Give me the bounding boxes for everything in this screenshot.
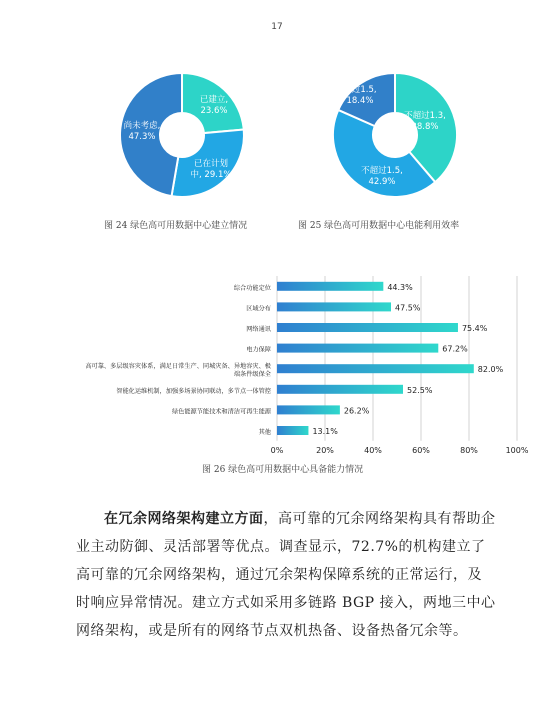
- pie-svg-fig25: [320, 70, 470, 200]
- bar-value-label: 13.1%: [312, 427, 338, 436]
- bar: [277, 426, 308, 435]
- bar-svg-fig26: [0, 270, 554, 470]
- pie-svg-fig24: [107, 70, 257, 200]
- category-label: 网络通讯: [246, 326, 271, 333]
- x-tick-label: 40%: [364, 445, 382, 455]
- bar: [277, 302, 391, 311]
- x-tick-label: 0%: [270, 445, 284, 455]
- body-paragraph: [76, 505, 496, 645]
- bar: [277, 344, 438, 353]
- body-text: ，高可靠的冗余网络架构具有帮助企业主动防御、灵活部署等优点。调查显示，72.7%的机构建立了高可靠的冗余网络架构，通过冗余架构保障系统的正常运行，及时响应异常情况。建立方式如采用多链路 BGP 接入，两地三中心网络架构，或是所有的网络节点双机热备、设备热备冗余等。: [76, 511, 496, 639]
- caption-fig25: 图 25 绿色高可用数据中心电能利用效率: [298, 221, 460, 231]
- caption-fig24: 图 24 绿色高可用数据中心建立情况: [104, 221, 248, 231]
- category-label: 其他: [258, 429, 271, 436]
- page-number: 17: [271, 22, 283, 32]
- x-tick-label: 100%: [505, 445, 529, 455]
- x-tick-label: 20%: [316, 445, 334, 455]
- category-label: 综合功能定位: [233, 284, 271, 292]
- bar-value-label: 75.4%: [461, 324, 488, 333]
- category-label: 电力保障: [246, 346, 271, 354]
- bar-value-label: 82.0%: [477, 365, 504, 375]
- pie-slice-label: 不超过1.5, 42.9%: [361, 166, 403, 187]
- pie-slice-label: 已建立, 23.6%: [199, 95, 229, 116]
- pie-chart-fig25: [320, 70, 470, 200]
- pie-slice-label: 不超过1.3, 38.8%: [404, 111, 446, 132]
- bar-value-label: 47.5%: [395, 303, 421, 313]
- bar-value-label: 52.5%: [407, 385, 433, 395]
- x-tick-label: 60%: [412, 445, 430, 455]
- pie-chart-fig24: [107, 70, 257, 200]
- category-label: 高可靠、多层级容灾体系，满足日常生产、同城灾备、异地容灾、极端条件级保全: [85, 363, 271, 379]
- pie-slice-label: 尚未考虑, 47.3%: [123, 121, 161, 142]
- caption-fig26: 图 26 绿色高可用数据中心具备能力情况: [202, 465, 364, 475]
- category-label: 智能化运维机制，加强多场景协同联动，多节点一体管控: [116, 387, 271, 395]
- bar: [277, 385, 403, 394]
- bar: [277, 405, 340, 414]
- pie-slice-label: 超过1.5, 18.4%: [343, 85, 377, 106]
- pie-slice-label: 已在计划中, 29.1%: [190, 159, 232, 180]
- bar: [277, 364, 474, 373]
- category-label: 区域分布: [246, 305, 271, 313]
- bar: [277, 323, 458, 332]
- bar: [277, 282, 383, 291]
- bar-value-label: 67.2%: [442, 344, 468, 354]
- x-tick-label: 80%: [460, 445, 478, 455]
- bar-value-label: 26.2%: [343, 406, 370, 416]
- bar-value-label: 44.3%: [387, 282, 413, 292]
- body-lead: 在冗余网络架构建立方面: [104, 511, 264, 527]
- category-label: 绿色能源节能技术和清洁可再生能源: [172, 408, 271, 416]
